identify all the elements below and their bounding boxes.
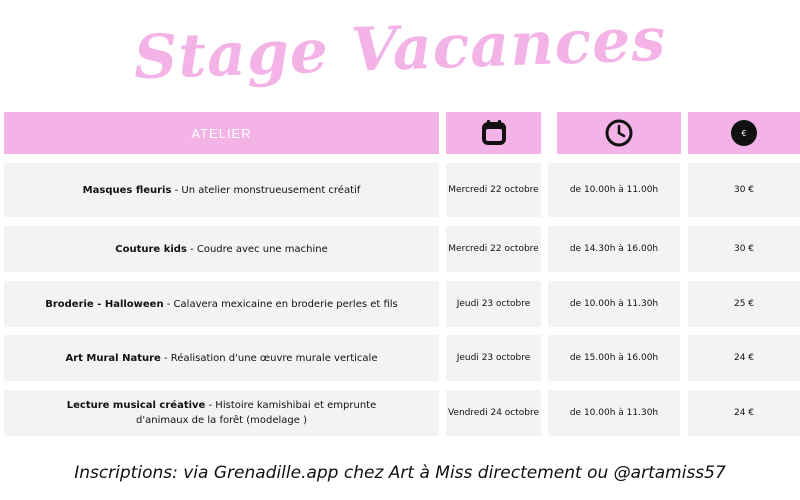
date-cell: Jeudi 23 octobre	[446, 335, 541, 381]
atelier-name: Masques fleuris	[82, 184, 172, 196]
time-cell: de 10.00h à 11.30h	[548, 281, 680, 327]
atelier-cell	[4, 226, 439, 272]
atelier-text	[42, 398, 401, 428]
date-cell: Mercredi 22 octobre	[446, 226, 541, 272]
atelier-text	[115, 242, 327, 257]
atelier-description: - Un atelier monstrueusement créatif	[171, 184, 361, 196]
atelier-description: - Calavera mexicaine en broderie perles et fils	[163, 298, 398, 310]
atelier-cell	[4, 281, 439, 327]
footer-inscriptions: Inscriptions: via Grenadille.app chez Art à Miss directement ou @artamiss57	[74, 463, 726, 483]
header-price	[688, 112, 800, 154]
atelier-text	[66, 351, 378, 366]
atelier-text	[83, 183, 361, 198]
atelier-description: - Coudre avec une machine	[186, 243, 328, 255]
atelier-name: Broderie - Halloween	[45, 298, 164, 310]
time-cell: de 15.00h à 16.00h	[548, 335, 680, 381]
time-cell: de 10.00h à 11.30h	[548, 390, 680, 436]
atelier-name: Art Mural Nature	[65, 352, 161, 364]
time-cell: de 14.30h à 16.00h	[548, 226, 680, 272]
atelier-name: Couture kids	[115, 243, 187, 255]
price-cell: 24 €	[688, 390, 800, 436]
price-cell: 30 €	[688, 226, 800, 272]
header-date	[446, 112, 541, 154]
atelier-description: - Histoire kamishibai et emprunte d'animaux de la forêt (modelage )	[136, 400, 377, 426]
clock-icon	[604, 118, 634, 148]
euro-symbol: €	[741, 128, 747, 138]
atelier-cell	[4, 163, 439, 217]
euro-coin-icon	[731, 120, 757, 146]
header-time	[557, 112, 681, 154]
price-cell: 24 €	[688, 335, 800, 381]
atelier-description: - Réalisation d'une œuvre murale verticale	[160, 352, 378, 364]
price-cell: 25 €	[688, 281, 800, 327]
atelier-cell	[4, 335, 439, 381]
time-cell: de 10.00h à 11.00h	[548, 163, 680, 217]
atelier-name: Lecture musical créative	[66, 400, 206, 411]
calendar-icon	[479, 118, 509, 148]
date-cell: Jeudi 23 octobre	[446, 281, 541, 327]
atelier-text	[45, 297, 398, 312]
price-cell: 30 €	[688, 163, 800, 217]
header-atelier: ATELIER	[4, 112, 439, 154]
atelier-cell	[4, 390, 439, 436]
date-cell: Mercredi 22 octobre	[446, 163, 541, 217]
date-cell: Vendredi 24 octobre	[446, 390, 541, 436]
page-title: Stage Vacances	[132, 4, 668, 94]
